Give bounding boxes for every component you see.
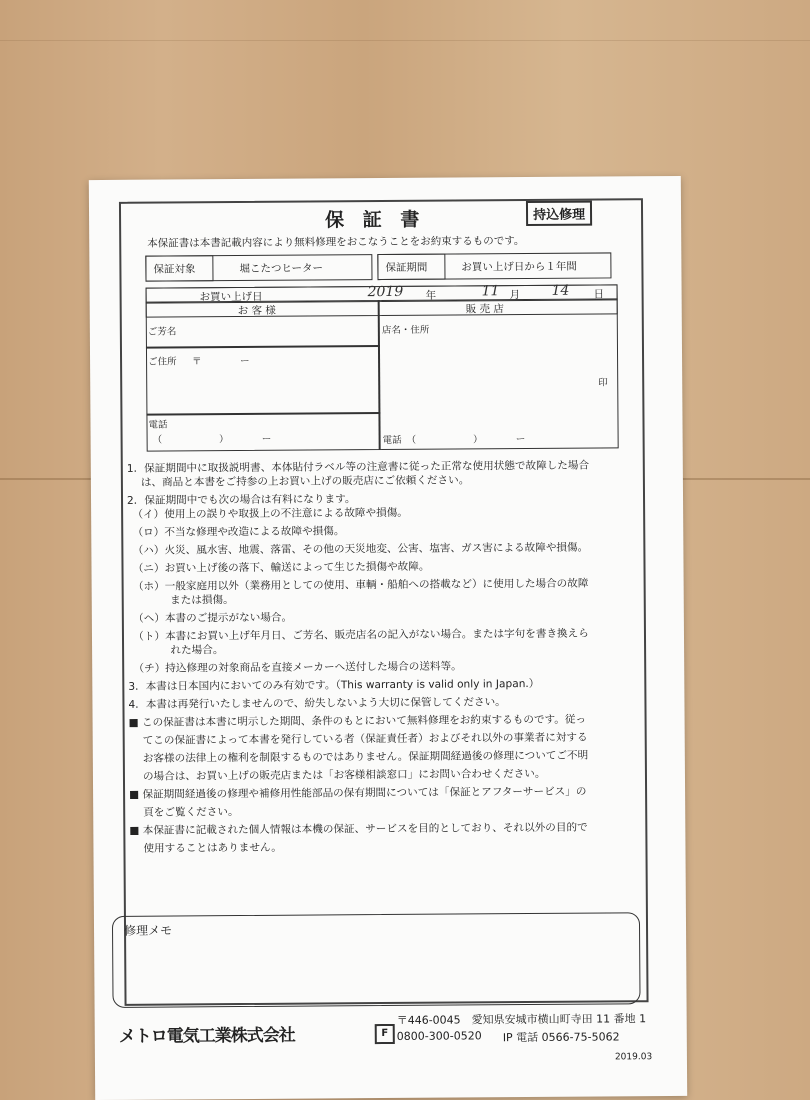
target-label: 保証対象 [153,263,196,276]
clause-line: ■ 保証期間経過後の修理や補修用性能部品の保有期間については「保証とアフターサービス」の [129,785,587,801]
clauses-list [127,459,592,856]
customer-phone-format: （ ） ー [152,433,272,446]
company-address: 〒446-0045 愛知県安城市横山町寺田 11 番地 1 [396,1012,647,1027]
clause-line: 4．本書は再発行いたしませんので、紛失しないよう大切に保管してください。 [128,696,506,711]
clause-line: （ヘ）本書のご提示がない場合。 [127,611,293,625]
clause-line: （ニ）お買い上げ後の落下、輸送によって生じた損傷や故障。 [127,560,430,575]
target-value: 堀こたつヒーター [239,262,324,276]
clause-line: は、商品と本書をご持参の上お買い上げの販売店にご依頼ください。 [126,474,470,489]
clause-line: （イ）使用上の誤りや取扱上の不注意による故障や損傷。 [127,506,408,521]
repair-type-badge: 持込修理 [526,201,592,226]
clause-line: ■ 本保証書に記載された個人情報は本機の保証、サービスを目的としており、それ以外の目的で [129,821,588,837]
clause-line: 使用することはありません。 [129,841,282,855]
clause-line: れた場合。 [128,644,224,657]
clause-line: 1．保証期間中に取扱説明書、本体貼付ラベル等の注意書に従った正常な使用状態で故障した場合 [126,459,590,475]
customer-name-label: ご芳名 [147,326,177,338]
header-row [146,298,618,317]
clause-line: の場合は、お買い上げの販売店または「お客様相談窓口」にお問い合わせください。 [128,767,546,783]
shop-phone-label: 電話 [382,434,402,447]
clause-line: ■ この保証書は本書に明示した期間、条件のもとにおいて無料修理をお約束するものです。従っ [128,713,587,729]
clause-line: （チ）持込修理の対象商品を直接メーカーへ送付した場合の送料等。 [128,660,462,675]
clause-line: （ロ）不当な修理や改造による故障や損傷。 [127,525,345,539]
purchase-day-unit: 日 [593,288,605,301]
purchase-day: 14 [551,282,570,299]
free-dial-logo: F [375,1024,395,1044]
shop-seal-mark: 印 [598,377,608,389]
clause-line: 2．保証期間中でも次の場合は有料になります。 [126,493,356,507]
period-value: お買い上げ日から１年間 [461,260,577,274]
company-name: メトロ電気工業株式会社 [118,1025,295,1047]
free-dial-number: 0800-300-0520 [396,1029,482,1043]
shop-header: 販 売 店 [465,303,504,316]
intro-text: 本保証書は本書記載内容により無料修理をおこなうことをお約束するものです。 [147,235,525,250]
repair-memo-box [112,912,641,1008]
ip-phone-number: IP 電話 0566-75-5062 [502,1030,620,1045]
clause-line: お客様の法律上の権利を制限するものではありません。保証期間経過後の修理についてご不明 [128,749,589,765]
shop-name-address-label: 店名・住所 [381,324,430,337]
purchase-month-unit: 月 [509,289,521,302]
clause-line: （ト）本書にお買い上げ年月日、ご芳名、販売店名の記入がない場合。または字句を書き換えら [127,627,589,643]
page-title: 保 証 書 [325,208,426,232]
clause-line: てこの保証書によって本書を発行している者（保証責任者）およびそれ以外の事業者に対する [128,731,588,747]
clause-line: （ハ）火災、風水害、地震、落雷、その他の天災地変、公害、塩害、ガス害による故障や損傷。 [127,541,589,557]
customer-phone-label: 電話 [148,419,168,431]
period-label: 保証期間 [385,261,428,275]
repair-memo-label: 修理メモ [123,923,173,938]
edition-date: 2019.03 [614,1052,653,1063]
warranty-card [89,176,687,1100]
clause-line: または損傷。 [127,594,234,607]
shop-phone-format: （ ） ー [406,434,526,446]
purchase-label: お買い上げ日 [199,290,263,304]
customer-header: お 客 様 [237,304,276,318]
purchase-year-unit: 年 [425,289,437,302]
clause-line: （ホ）一般家庭用以外（業務用としての使用、車輌・船舶への搭載など）に使用した場合の故障 [127,577,589,593]
purchase-month: 11 [481,283,500,300]
customer-postal-dash: ー [240,355,250,368]
purchase-year: 2019 [367,283,404,301]
clause-line: 頁をご覧ください。 [129,806,239,819]
customer-address-label: ご住所 [148,356,177,368]
customer-postal-mark: 〒 [192,356,202,368]
clause-line: 3．本書は日本国内においてのみ有効です。（This warranty is valid only in Japan.） [128,677,540,693]
